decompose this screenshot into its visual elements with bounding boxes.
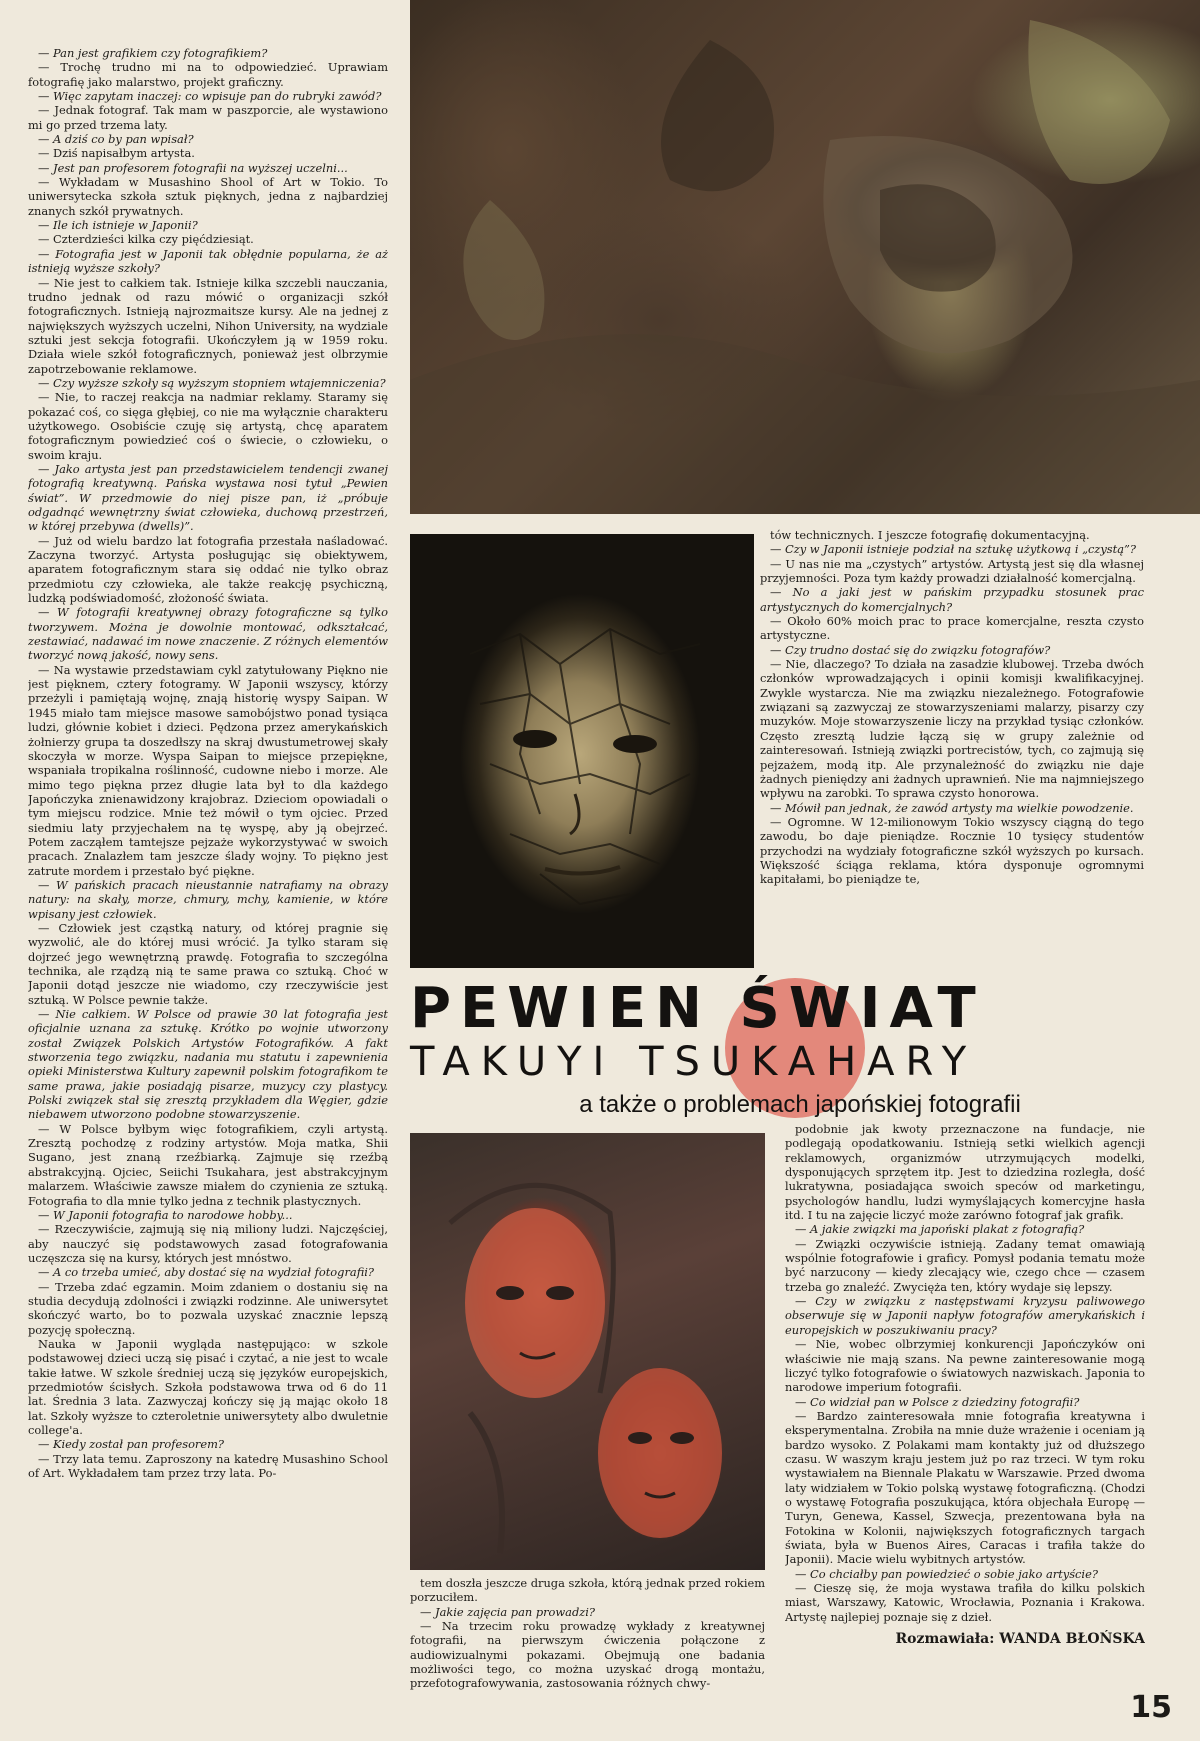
answer-paragraph: — Nie, dlaczego? To działa na zasadzie klubowej. Trzeba dwóch członków wprowadzających i opinii komisji kwalifikacyjnej. Zwykle wystarcza. Nie ma związku niezależnego. Fotografowie związani są zazwyczaj ze stowarzyszeniami malarzy, pisarzy czy muzyków. Moje stowarzyszenie liczy na przykład tysiąc członków. Często zresztą ludzie łączą się w grupy zależnie od zainteresowań. Istnieją związki portrecistów, tych, co zajmują się pejzażem, modą itp. Ale przynależność do związku nie daje żadnych pieniędzy ani żadnych uprawnień. Nie ma najmniejszego wpływu na zarobki. To sprawa czysto honorowa. bbox=[760, 657, 1144, 801]
answer-paragraph: — Nie, wobec olbrzymiej konkurencji Japończyków oni właściwie nie mają szans. Na pewne zainteresowanie mogą liczyć tylko fotografowie o światowych nazwiskach. Japonia to narodowe imperium fotografii. bbox=[785, 1337, 1145, 1395]
question-paragraph: — Pan jest grafikiem czy fotografikiem? bbox=[38, 46, 268, 60]
answer-paragraph: — Nie, to raczej reakcja na nadmiar reklamy. Staramy się pokazać coś, co sięga głębiej, co nie ma wyłącznie charakteru użytkowego. Osobiście czuję się artystą, chcę aparatem fotograficznym powiedzieć coś o świecie, o człowieku, o swoim kraju. bbox=[28, 390, 388, 462]
answer-paragraph: — Dziś napisałbym artysta. bbox=[38, 146, 195, 161]
answer-paragraph: — Ogromne. W 12-milionowym Tokio wszyscy ciągną do tego zawodu, bo daje pieniądze. Rocznie 10 tysięcy studentów przychodzi na wydziały fotograficzne szkół wyższych po kursach. Większość ściąga reklama, która dysponuje ogromnymi kapitałami, bo pieniądze te, bbox=[760, 814, 1144, 887]
question-paragraph: — Fotografia jest w Japonii tak obłędnie popularna, że aż istnieją wyższe szkoły? bbox=[28, 246, 388, 276]
question-paragraph: — Ile ich istnieje w Japonii? bbox=[38, 218, 198, 233]
answer-paragraph: — Już od wielu bardzo lat fotografia przestała naśladować. Zaczyna tworzyć. Artysta posługując się obiektywem, aparatem fotograficznym stara się oddać nie tylko obraz przedmiotu czy człowieka, ale także reakcję psychiczną, ludzką podświadomość, złożoność świata. bbox=[28, 533, 388, 606]
answer-paragraph: — Bardzo zainteresowała mnie fotografia kreatywna i eksperymentalna. Zrobiła na mnie duże wrażenie i oceniam ją bardzo wysoko. Z Polakami mam kontakty już od dłuższego czasu. W waszym kraju jestem już po raz trzeci. W tym roku wystawiałem na Biennale Plakatu w Warszawie. Przed dwoma laty widziałem w Tokio polską wystawę fotograficzną. (Chodzi o wystawę Fotografia poszukująca, która objechała Europę — Turyn, Genewa, Kassel, Szwecja, prezentowana była na Fotokina w Kolonii, największych fotograficznych targach świata, była w Buenos Aires, Caracas i trafiła także do Japonii). Macie wielu wybitnych artystów. bbox=[785, 1408, 1145, 1567]
question-paragraph: — Czy wyższe szkoły są wyższym stopniem wtajemniczenia? bbox=[38, 375, 386, 390]
headline-name: TAKUYI TSUKAHARY bbox=[410, 1039, 978, 1085]
headline-block bbox=[410, 978, 1155, 1128]
question-paragraph: — W pańskich pracach nieustannie natrafiamy na obrazy natury: na skały, morze, chmury, mchy, kamienie, w które wpisany jest człowiek. bbox=[28, 877, 388, 921]
landscape-texture bbox=[410, 0, 1200, 514]
answer-paragraph: — Wykładam w Musashino Shool of Art w Tokio. To uniwersytecka szkoła sztuk pięknych, jedna z najbardziej znanych szkół prywatnych. bbox=[28, 175, 388, 218]
crack-pattern bbox=[410, 534, 754, 968]
answer-paragraph: — Na wystawie przedstawiam cykl zatytułowany Piękno nie jest pięknem, cztery fotogramy. W Japonii wszyscy, którzy przeżyli i pamiętają wojnę, znają historię wyspy Saipan. W 1945 miało tam miejsce masowe samobójstwo ponad tysiąca ludzi, głównie kobiet i dzieci. Pędzona przez amerykańskich żołnierzy grupa ta doszedłszy na skraj dwustumetrowej skały skoczyła w morze. Wyspa Saipan to miejsce przepiękne, wspaniała tropikalna roślinność, cudowne niebo i morze. Ale mimo tego piękna przez długie lata był to dla każdego Japończyka znienawidzony krajobraz. Dzieciom opowiadali o tym miejscu rodzice. Mnie też mówił o tym ojciec. Przed siedmiu laty przyjechałem na tę wyspę, aby ją obejrzeć. Potem zacząłem tamtejsze pejzaże wykorzystywać w swoich pracach. Znalazłem tam jeszcze ślady wojny. To piękno jest zatrute mordem i przestało być piękne. bbox=[28, 662, 388, 878]
answer-paragraph: podobnie jak kwoty przeznaczone na fundacje, nie podlegają opodatkowaniu. Istnieją setki wielkich agencji reklamowych, organizmów utrzymujących modelki, dysponujących sprzętem itp. Jest to dziedzina rozległa, dość lukratywna, posiadająca swoich speców od marketingu, psychologów handlu, ludzi wymyślających komercyjne hasła itd. I tu na zajęcie liczyć może zarówno fotograf jak grafik. bbox=[785, 1122, 1145, 1223]
answer-paragraph: — Cieszę się, że moja wystawa trafiła do kilku polskich miast, Warszawy, Katowic, Wrocławia, Poznania i Krakowa. Artystę najlepiej poznaje się z dzieł. bbox=[785, 1581, 1145, 1624]
headline-title: PEWIEN ŚWIAT bbox=[410, 976, 985, 1041]
right-top-column bbox=[760, 528, 1144, 983]
answer-paragraph: — Około 60% moich prac to prace komercjalne, reszta czysto artystyczne. bbox=[760, 614, 1144, 643]
question-paragraph: — W fotografii kreatywnej obrazy fotograficzne są tylko tworzywem. Można je dowolnie montować, odkształcać, zestawiać, nadawać im nowe znaczenie. Z różnych elementów tworzyć nową jakość, nowy sens. bbox=[28, 605, 388, 663]
question-paragraph: — Nie całkiem. W Polsce od prawie 30 lat fotografia jest oficjalnie uznana za sztukę. Krótko po wojnie utworzony został Związek Polskich Artystów Fotografików. A fakt stworzenia tego związku, nadania mu statutu i zapewnienia opieki Ministerstwa Kultury zapewnił polskim fotografikom te same prawa, jakie posiadają pisarze, muzycy czy plastycy. Polski związek stał się zresztą przykładem dla Węgier, gdzie niebawem utworzono podobne stowarzyszenie. bbox=[28, 1007, 388, 1122]
answer-paragraph: — Trochę trudno mi na to odpowiedzieć. Uprawiam fotografię jako malarstwo, projekt graficzny. bbox=[28, 60, 388, 89]
question-paragraph: — Jakie zajęcia pan prowadzi? bbox=[420, 1604, 595, 1619]
two-faces-figure bbox=[410, 1133, 765, 1570]
question-paragraph: — Co widział pan w Polsce z dziedziny fotografii? bbox=[795, 1394, 1080, 1409]
interviewer-signature: Rozmawiała: WANDA BŁOŃSKA bbox=[895, 1631, 1145, 1648]
question-paragraph: — Jest pan profesorem fotografii na wyższej uczelni... bbox=[38, 160, 348, 175]
landscape-photo bbox=[410, 0, 1200, 514]
answer-paragraph: — Nie jest to całkiem tak. Istnieje kilka szczebli nauczania, trudno jednak od razu mówić o organizacji szkół fotograficznych. Istnieją najrozmaitsze kursy. Ale na jednej z największych wyższych uczelni, Nihon University, na wydziale sztuki jest sekcja fotografii. Ukończyłem ją w 1959 roku. Działa wiele szkół fotograficznych, ponieważ jest olbrzymie zapotrzebowanie reklamowe. bbox=[28, 275, 388, 376]
two-faces-photo bbox=[410, 1133, 765, 1570]
right-bottom-column bbox=[785, 1122, 1145, 1692]
answer-paragraph: — Rzeczywiście, zajmują się nią miliony ludzi. Najczęściej, aby nauczyć się podstawowych zasad fotografowania uczęszcza się na kursy, których jest mnóstwo. bbox=[28, 1222, 388, 1265]
question-paragraph: — Co chciałby pan powiedzieć o sobie jako artyście? bbox=[795, 1566, 1098, 1581]
question-paragraph: — Kiedy został pan profesorem? bbox=[38, 1437, 225, 1452]
headline-subtitle: a także o problemach japońskiej fotografii bbox=[579, 1091, 1021, 1118]
question-paragraph: — A dziś co by pan wpisał? bbox=[38, 132, 194, 147]
question-paragraph: — Czy w związku z następstwami kryzysu paliwowego obserwuje się w Japonii napływ fotografów amerykańskich i europejskich w poszukiwaniu pracy? bbox=[785, 1294, 1145, 1337]
answer-paragraph: — Trzy lata temu. Zaproszony na katedrę Musashino School of Art. Wykładałem tam przez trzy lata. Po- bbox=[28, 1451, 388, 1481]
answer-paragraph: tów technicznych. I jeszcze fotografię dokumentacyjną. bbox=[770, 528, 1090, 542]
answer-paragraph: — Na trzecim roku prowadzę wykłady z kreatywnej fotografii, na pierwszym ćwiczenia połączone z audiowizualnymi pokazami. Obejmują one badania możliwości tego, co można uzyskać drogą montażu, przefotografowywania, zastosowania różnych chwy- bbox=[410, 1619, 765, 1691]
cracked-face-photo bbox=[410, 534, 754, 968]
question-paragraph: — A co trzeba umieć, aby dostać się na wydział fotografii? bbox=[38, 1265, 375, 1280]
question-paragraph: — Jako artysta jest pan przedstawicielem tendencji zwanej fotografią kreatywną. Pańska wystawa nosi tytuł „Pewien świat”. W przedmowie do niej pisze pan, iż „próbuje odgadnąć wewnętrzny świat człowieka, duchową przestrzeń, w której przebywa (dwells)”. bbox=[28, 461, 388, 534]
question-paragraph: — A jakie związki ma japoński plakat z fotografią? bbox=[795, 1222, 1085, 1237]
page-number: 15 bbox=[1130, 1690, 1172, 1725]
middle-bottom-column bbox=[410, 1576, 765, 1726]
question-paragraph: — W Japonii fotografia to narodowe hobby... bbox=[38, 1207, 293, 1222]
question-paragraph: — Więc zapytam inaczej: co wpisuje pan do rubryki zawód? bbox=[38, 89, 382, 104]
answer-paragraph: — Czterdzieści kilka czy pięćdziesiąt. bbox=[38, 232, 254, 247]
question-paragraph: — Czy trudno dostać się do związku fotografów? bbox=[770, 642, 1051, 657]
answer-paragraph: — W Polsce byłbym więc fotografikiem, czyli artystą. Zresztą pochodzę z rodziny artystów. Moja matka, Shii Sugano, jest znaną rzeźbiarką. Zajmuje się rzeźbą abstrakcyjną. Ojciec, Seiichi Tsukahara, jest abstrakcyjnym malarzem. Właściwie zawsze miałem do czynienia ze sztuką. Fotografia to dla mnie tylko jedna z technik plastycznych. bbox=[28, 1121, 388, 1208]
answer-paragraph: Nauka w Japonii wygląda następująco: w szkole podstawowej dzieci uczą się pisać i czytać, a nie jest to wcale takie łatwe. W szkole średniej uczą się języków europejskich, przedmiotów ścisłych. Szkoła podstawowa trwa od 6 do 11 lat. Średnia 3 lata. Zazwyczaj kończy się ją mając około 18 lat. Szkoły wyższe to czteroletnie uniwersytety albo dwuletnie college'a. bbox=[28, 1336, 388, 1437]
answer-paragraph: — Trzeba zdać egzamin. Moim zdaniem o dostaniu się na studia decydują zdolności i związki rodzinne. Ale uniwersytet skończyć warto, bo to pozwala uzyskać znacznie lepszą pozycję społeczną. bbox=[28, 1279, 388, 1337]
left-column bbox=[28, 46, 388, 1726]
answer-paragraph: tem doszła jeszcze druga szkoła, którą jednak przed rokiem porzuciłem. bbox=[410, 1576, 765, 1605]
answer-paragraph: — Związki oczywiście istnieją. Zadany temat omawiają wspólnie fotografowie i graficy. Pomysł podania tematu może być narzucony — kiedy zlecający wie, czego chce — czasem trzeba go znaleźć. Zwycięża ten, który wydaje się lepszy. bbox=[785, 1236, 1145, 1294]
question-paragraph: — Czy w Japonii istnieje podział na sztukę użytkową i „czystą”? bbox=[770, 542, 1136, 557]
answer-paragraph: — Człowiek jest cząstką natury, od której pragnie się wyzwolić, ale do której musi wrócić. Ja tylko staram się dojrzeć jego wewnętrzną prawdę. Fotografia to szczególna technika, ale rządzą nią te same prawa co sztuką. Choć w Japonii dotąd jeszcze nie wiadomo, czy rzeczywiście jest sztuką. W Polsce pewnie także. bbox=[28, 920, 388, 1007]
answer-paragraph: — Jednak fotograf. Tak mam w paszporcie, ale wystawiono mi go przed trzema laty. bbox=[28, 103, 388, 132]
question-paragraph: — Mówił pan jednak, że zawód artysty ma wielkie powodzenie. bbox=[770, 800, 1134, 815]
answer-paragraph: — U nas nie ma „czystych” artystów. Artystą jest się dla własnej przyjemności. Poza tym każdy prowadzi działalność komercjalną. bbox=[760, 556, 1144, 586]
question-paragraph: — No a jaki jest w pańskim przypadku stosunek prac artystycznych do komercjalnych? bbox=[760, 585, 1144, 614]
